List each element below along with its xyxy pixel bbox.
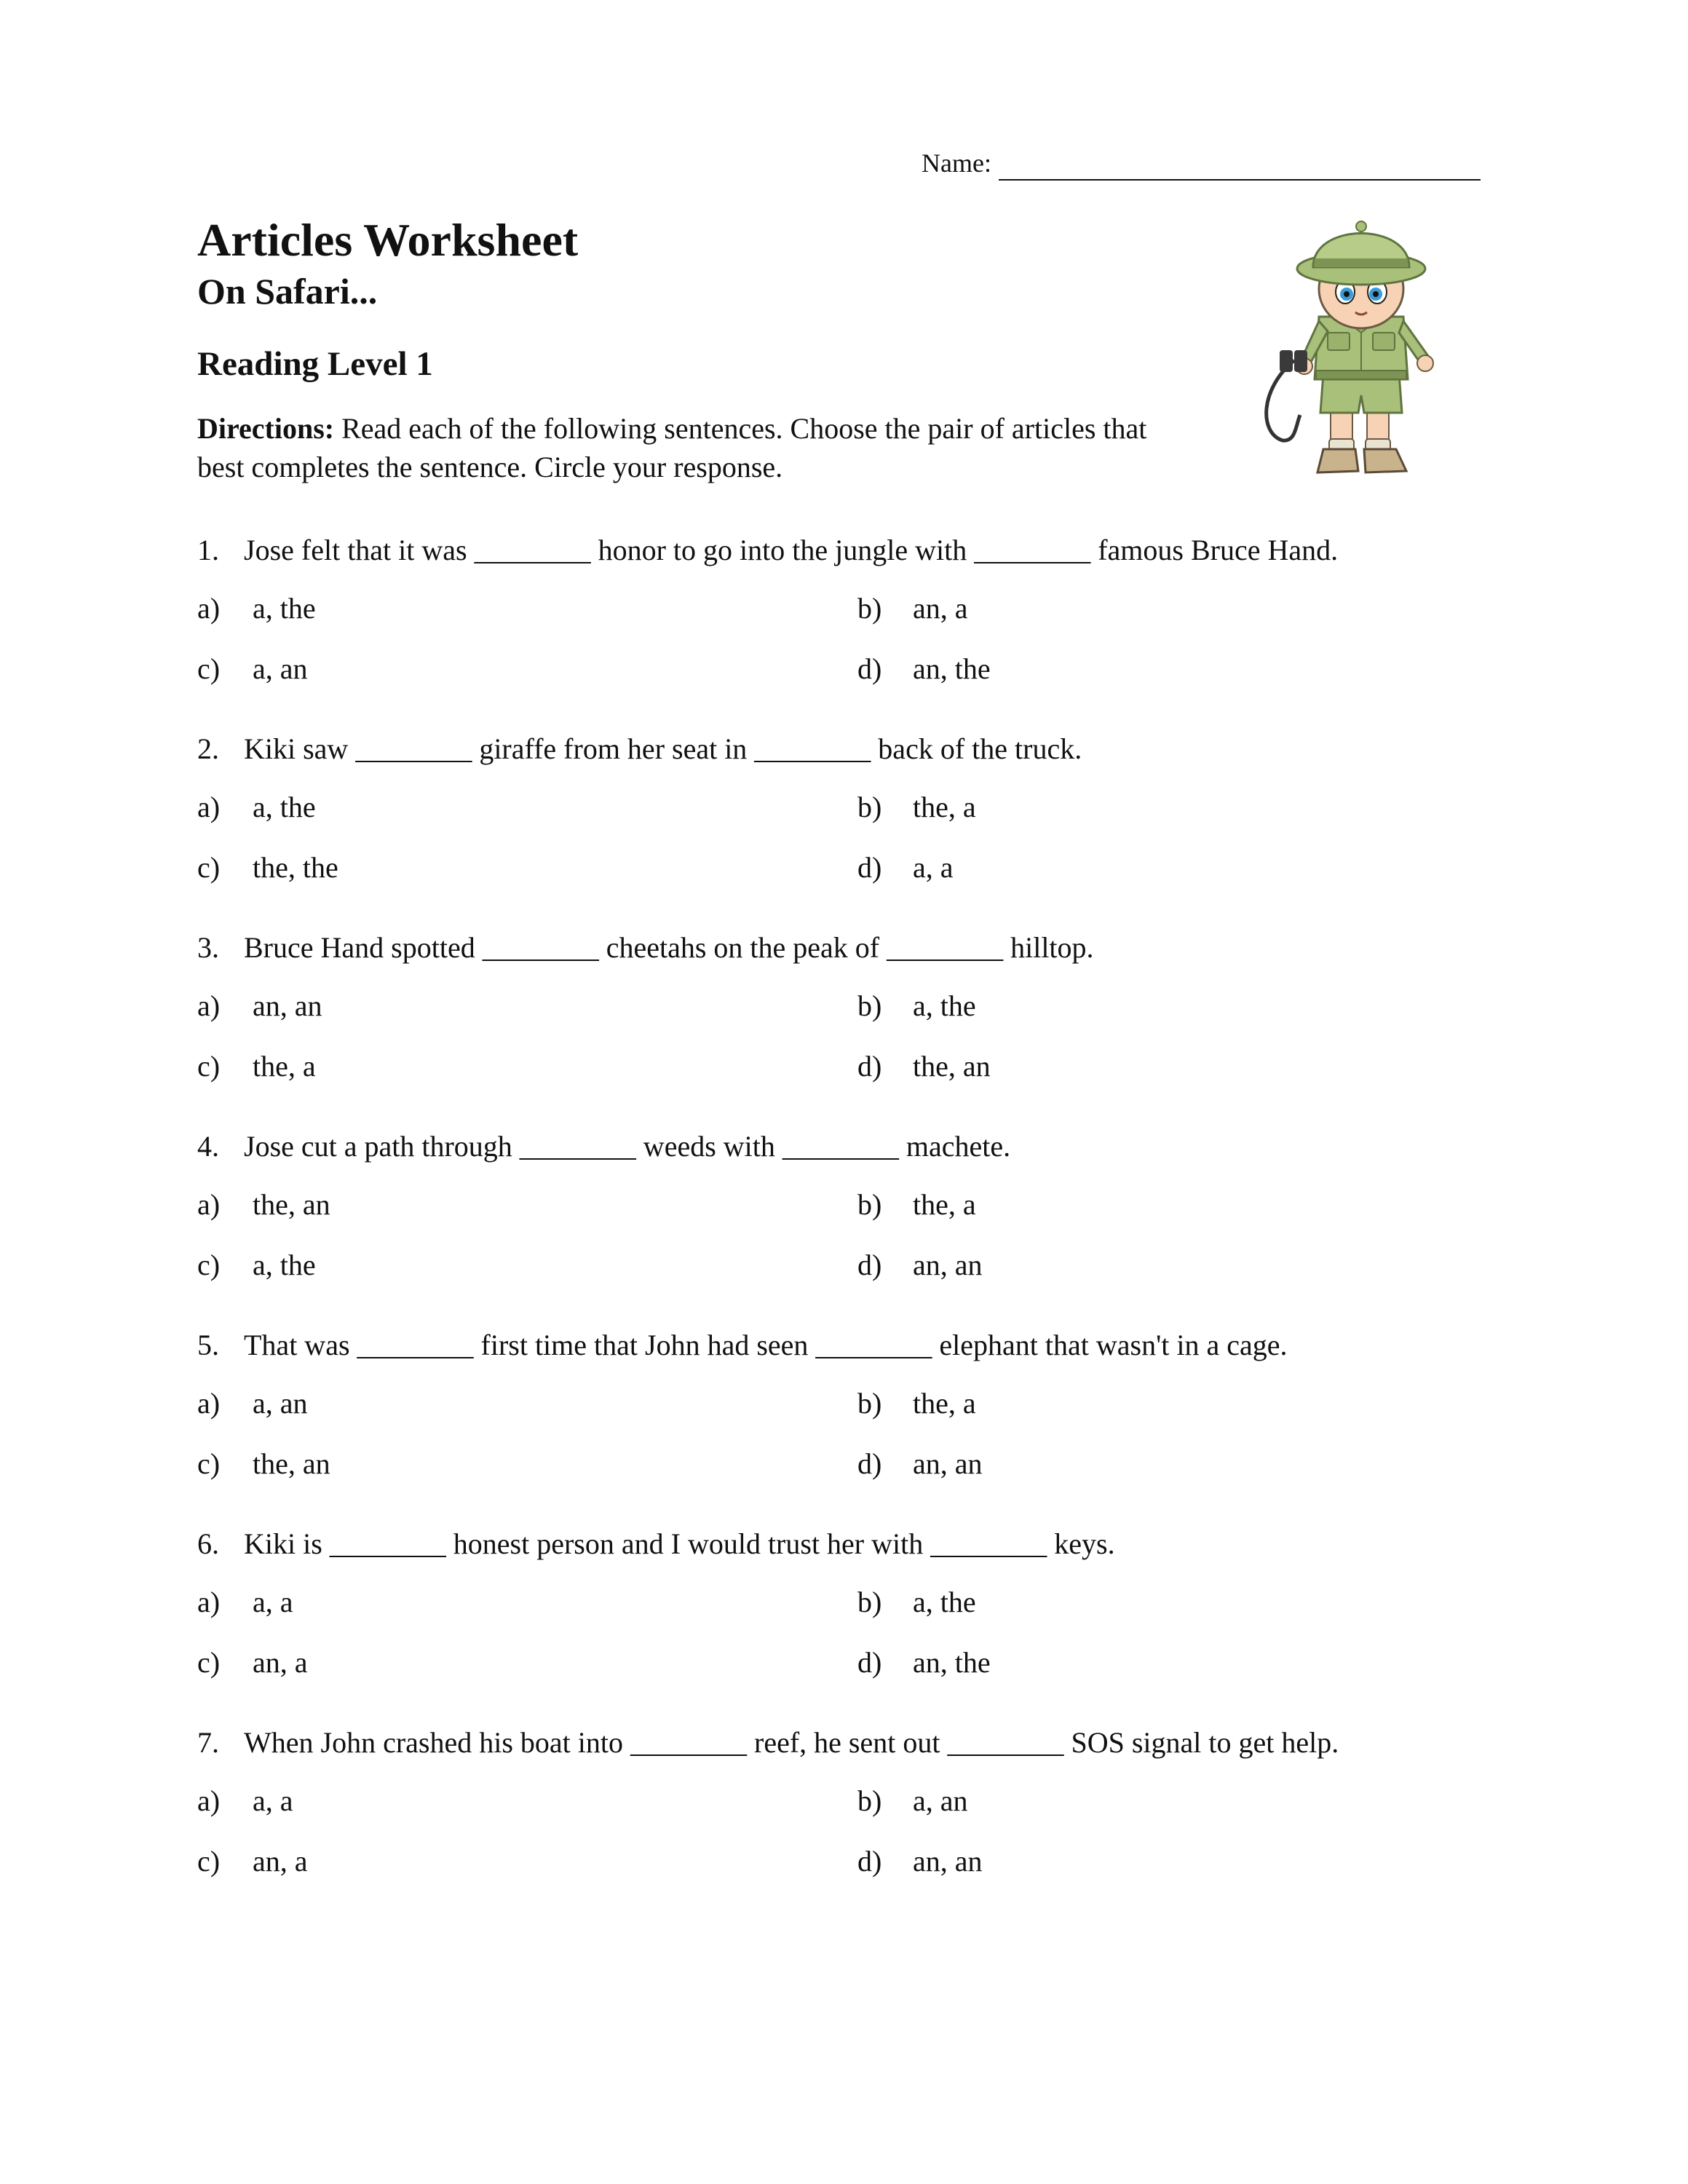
option-text: a, the xyxy=(253,1249,316,1281)
directions xyxy=(197,409,1158,486)
answer-option-4-c[interactable] xyxy=(197,1246,316,1284)
reading-level: Reading Level 1 xyxy=(197,345,433,383)
question-7 xyxy=(197,1724,1551,1762)
answer-option-5-c[interactable] xyxy=(197,1445,330,1483)
question-text: When John crashed his boat into ________ reef, he sent out ________ SOS signal to get help. xyxy=(244,1726,1339,1759)
option-text: a, the xyxy=(253,592,316,625)
answer-option-6-b[interactable] xyxy=(857,1583,976,1621)
option-letter: a) xyxy=(197,592,221,625)
question-text: Bruce Hand spotted ________ cheetahs on the peak of ________ hilltop. xyxy=(244,931,1094,964)
option-text: an, a xyxy=(253,1646,308,1679)
option-letter: d) xyxy=(857,1845,882,1878)
option-letter: a) xyxy=(197,989,221,1022)
option-letter: b) xyxy=(857,1387,882,1420)
name-blank-line[interactable] xyxy=(999,153,1481,181)
question-number: 7. xyxy=(197,1726,219,1759)
answer-option-4-d[interactable] xyxy=(857,1246,983,1284)
option-text: a, an xyxy=(913,1784,968,1817)
answer-option-2-a[interactable] xyxy=(197,788,316,826)
question-number: 1. xyxy=(197,534,219,566)
answer-option-3-a[interactable] xyxy=(197,987,322,1025)
option-letter: d) xyxy=(857,1447,882,1480)
option-text: the, a xyxy=(913,1188,976,1221)
directions-label: Directions: xyxy=(197,412,335,445)
option-letter: a) xyxy=(197,1188,221,1221)
option-letter: c) xyxy=(197,1050,221,1083)
option-letter: c) xyxy=(197,1447,221,1480)
answer-option-2-c[interactable] xyxy=(197,849,338,887)
option-text: an, an xyxy=(913,1249,983,1281)
answer-option-3-d[interactable] xyxy=(857,1048,991,1085)
question-text: That was ________ first time that John had seen ________ elephant that wasn't in a cage. xyxy=(244,1329,1288,1361)
page-title: Articles Worksheet xyxy=(197,214,579,266)
option-text: a, an xyxy=(253,1387,308,1420)
question-text: Jose felt that it was ________ honor to go into the jungle with ________ famous Bruce Hand. xyxy=(244,534,1339,566)
option-letter: b) xyxy=(857,1586,882,1618)
option-text: the, a xyxy=(913,791,976,823)
option-text: a, the xyxy=(913,989,976,1022)
option-letter: d) xyxy=(857,1249,882,1281)
directions-text: Read each of the following sentences. Choose the pair of articles that best completes the sentence. Circle your response. xyxy=(197,412,1147,483)
option-letter: c) xyxy=(197,1845,221,1878)
option-letter: c) xyxy=(197,1646,221,1679)
answer-option-4-b[interactable] xyxy=(857,1186,976,1224)
question-4 xyxy=(197,1128,1551,1166)
answer-option-7-a[interactable] xyxy=(197,1782,293,1820)
answer-option-6-c[interactable] xyxy=(197,1644,308,1682)
question-text: Kiki is ________ honest person and I would trust her with ________ keys. xyxy=(244,1527,1115,1560)
answer-option-7-d[interactable] xyxy=(857,1843,983,1880)
option-letter: b) xyxy=(857,989,882,1022)
option-text: a, the xyxy=(913,1586,976,1618)
option-text: an, an xyxy=(253,989,322,1022)
answer-option-6-a[interactable] xyxy=(197,1583,293,1621)
option-letter: b) xyxy=(857,1188,882,1221)
name-field[interactable] xyxy=(922,146,1481,181)
option-letter: c) xyxy=(197,851,221,884)
option-text: the, an xyxy=(253,1188,330,1221)
option-text: an, the xyxy=(913,652,991,685)
question-2 xyxy=(197,730,1551,768)
answer-option-1-a[interactable] xyxy=(197,590,316,628)
question-1 xyxy=(197,531,1551,569)
option-letter: b) xyxy=(857,1784,882,1817)
option-text: a, a xyxy=(913,851,954,884)
question-text: Kiki saw ________ giraffe from her seat in ________ back of the truck. xyxy=(244,732,1082,765)
answer-option-5-a[interactable] xyxy=(197,1385,308,1423)
option-text: the, an xyxy=(253,1447,330,1480)
option-letter: a) xyxy=(197,1784,221,1817)
answer-option-7-b[interactable] xyxy=(857,1782,968,1820)
question-number: 5. xyxy=(197,1329,219,1361)
option-text: an, an xyxy=(913,1447,983,1480)
option-letter: d) xyxy=(857,851,882,884)
question-number: 2. xyxy=(197,732,219,765)
question-3 xyxy=(197,929,1551,967)
option-letter: c) xyxy=(197,652,221,685)
option-letter: c) xyxy=(197,1249,221,1281)
answer-option-7-c[interactable] xyxy=(197,1843,308,1880)
answer-option-2-b[interactable] xyxy=(857,788,976,826)
option-text: the, a xyxy=(253,1050,316,1083)
question-number: 4. xyxy=(197,1130,219,1163)
answer-option-1-d[interactable] xyxy=(857,650,991,688)
option-text: an, an xyxy=(913,1845,983,1878)
question-5 xyxy=(197,1326,1551,1364)
answer-option-4-a[interactable] xyxy=(197,1186,330,1224)
option-letter: d) xyxy=(857,1050,882,1083)
question-6 xyxy=(197,1525,1551,1563)
question-number: 3. xyxy=(197,931,219,964)
option-text: an, a xyxy=(253,1845,308,1878)
answer-option-3-b[interactable] xyxy=(857,987,976,1025)
option-letter: d) xyxy=(857,652,882,685)
option-letter: a) xyxy=(197,1586,221,1618)
option-text: a, a xyxy=(253,1586,293,1618)
option-letter: b) xyxy=(857,592,882,625)
answer-option-1-b[interactable] xyxy=(857,590,968,628)
page-subtitle: On Safari... xyxy=(197,271,378,312)
answer-option-1-c[interactable] xyxy=(197,650,308,688)
answer-option-6-d[interactable] xyxy=(857,1644,991,1682)
name-label: Name: xyxy=(922,149,991,178)
safari-explorer-boy-icon xyxy=(1237,207,1485,491)
answer-option-5-d[interactable] xyxy=(857,1445,983,1483)
answer-option-3-c[interactable] xyxy=(197,1048,316,1085)
option-text: the, a xyxy=(913,1387,976,1420)
question-text: Jose cut a path through ________ weeds with ________ machete. xyxy=(244,1130,1011,1163)
option-text: a, the xyxy=(253,791,316,823)
option-text: an, the xyxy=(913,1646,991,1679)
option-text: the, the xyxy=(253,851,338,884)
option-text: the, an xyxy=(913,1050,991,1083)
option-text: a, an xyxy=(253,652,308,685)
option-letter: d) xyxy=(857,1646,882,1679)
option-text: an, a xyxy=(913,592,968,625)
option-letter: a) xyxy=(197,1387,221,1420)
option-letter: a) xyxy=(197,791,221,823)
answer-option-2-d[interactable] xyxy=(857,849,954,887)
answer-option-5-b[interactable] xyxy=(857,1385,976,1423)
question-number: 6. xyxy=(197,1527,219,1560)
option-letter: b) xyxy=(857,791,882,823)
option-text: a, a xyxy=(253,1784,293,1817)
